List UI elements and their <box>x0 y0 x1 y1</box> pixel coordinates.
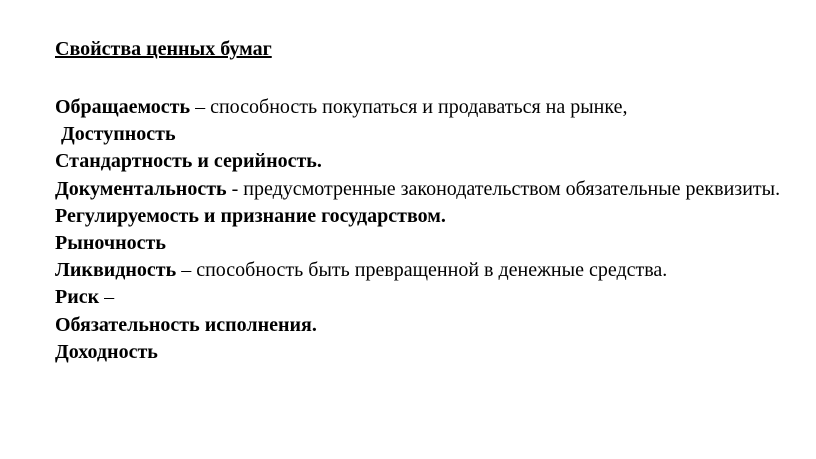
item-description: предусмотренные законодательством обязательные реквизиты. <box>243 177 781 200</box>
list-item-marketability <box>55 230 795 257</box>
list-item-liquidity <box>55 257 795 284</box>
list-item-regulation <box>55 203 795 230</box>
list-item-obligation <box>55 312 795 339</box>
item-description: способность покупаться и продаваться на рынке, <box>210 96 628 118</box>
slide-title: Свойства ценных бумаг <box>55 38 272 60</box>
list-item-risk <box>55 284 795 311</box>
item-separator: – <box>99 286 115 309</box>
list-item-documentary <box>55 176 795 203</box>
list-item-standardization <box>55 148 795 175</box>
item-separator: - <box>226 177 244 200</box>
item-term: Доходность <box>55 340 158 363</box>
item-separator: – <box>190 96 211 118</box>
item-term: Ликвидность <box>55 259 177 282</box>
item-term: Документальность <box>55 177 227 200</box>
item-separator: – <box>176 259 197 282</box>
properties-list <box>55 94 795 366</box>
item-description: способность быть превращенной в денежные средства. <box>196 259 668 282</box>
item-term: Стандартность и серийность. <box>55 150 322 173</box>
list-item-accessibility <box>55 121 795 148</box>
list-item-circulation <box>55 94 795 121</box>
item-term: Рыночность <box>55 232 166 255</box>
item-term: Доступность <box>61 123 176 146</box>
item-term: Регулируемость и признание государством. <box>55 204 446 227</box>
item-term: Обязательность исполнения. <box>55 313 317 336</box>
item-term: Обращаемость <box>55 96 191 118</box>
item-term: Риск <box>55 286 100 309</box>
list-item-profitability <box>55 339 795 366</box>
